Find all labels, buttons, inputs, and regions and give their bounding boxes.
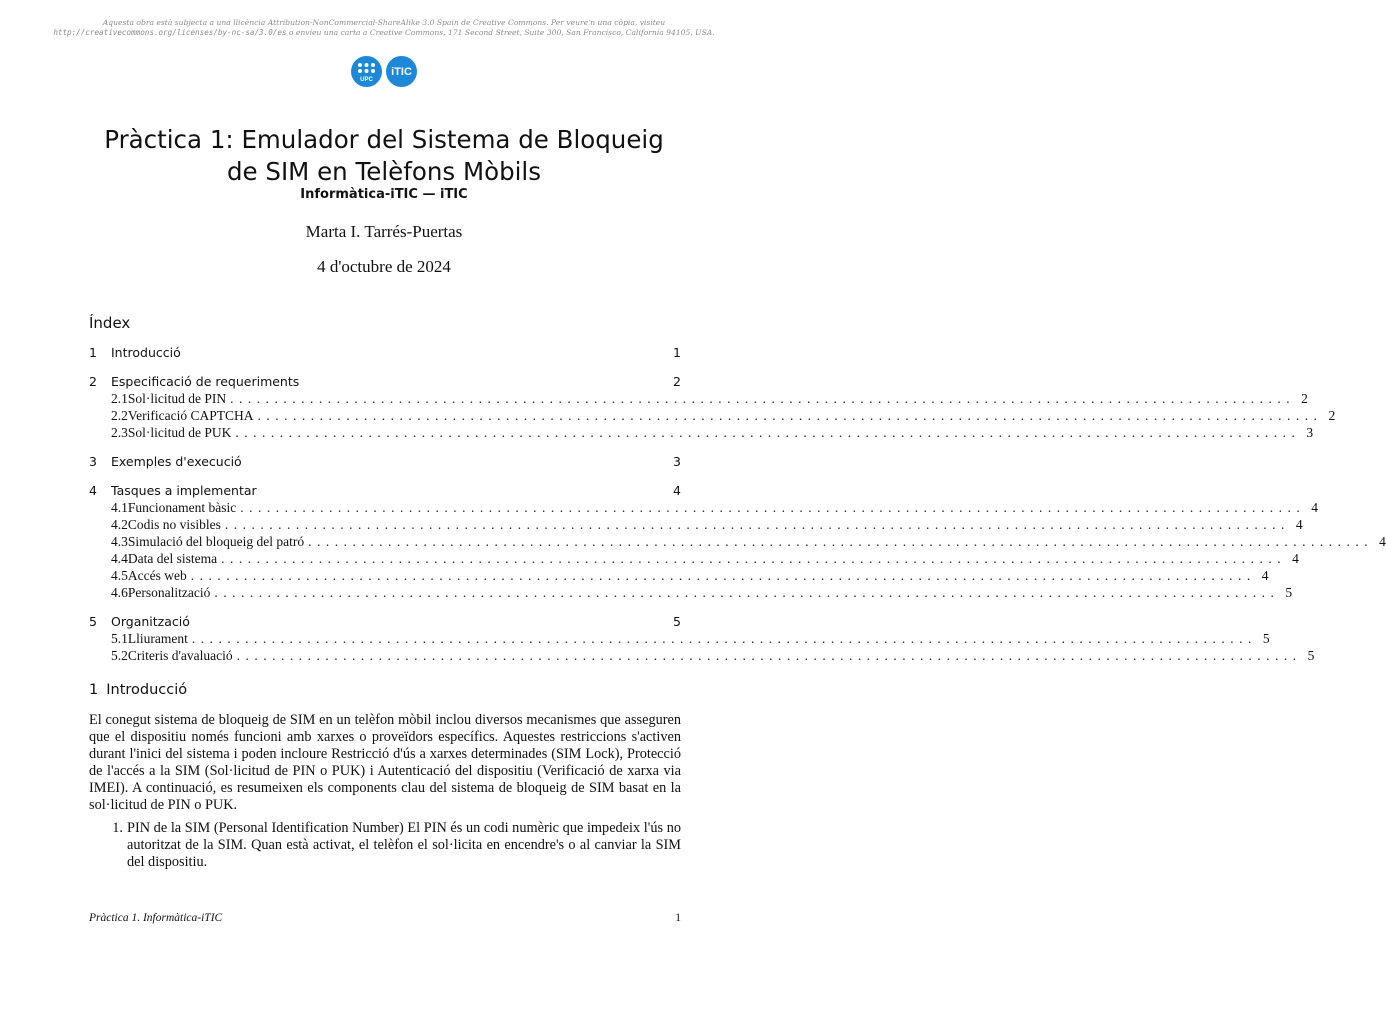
toc-number: 5.2 — [111, 648, 128, 663]
section-heading — [89, 682, 187, 698]
document-subtitle: Informàtica-iTIC — iTIC — [300, 187, 468, 202]
toc-section[interactable] — [89, 374, 681, 391]
date: 4 d'octubre de 2024 — [317, 257, 451, 276]
toc-section[interactable] — [89, 483, 681, 500]
toc-subsection[interactable] — [89, 408, 1336, 425]
toc-label: Tasques a implementar — [111, 483, 257, 498]
toc-label: Exemples d'execució — [111, 454, 242, 469]
toc-section[interactable] — [89, 454, 681, 471]
toc-page: 1 — [673, 345, 681, 360]
toc-page: 4 — [1379, 534, 1386, 549]
toc-number: 4.6 — [111, 585, 128, 600]
license-line-2 — [40, 28, 728, 38]
license-line-1: Aquesta obra està subjecta a una llicència Attribution-NonCommercial-ShareAlike 3.0 Spain de Creative Commons. Per veure'n una còpia, visiteu — [102, 18, 666, 27]
toc-page: 5 — [1262, 631, 1270, 646]
toc-number: 4.2 — [111, 517, 128, 532]
toc-leader: ........................................................................................................................ — [214, 585, 1280, 600]
title-line-2: de SIM en Telèfons Mòbils — [226, 157, 541, 186]
toc-page: 2 — [1301, 391, 1308, 406]
toc-page: 5 — [1285, 585, 1293, 600]
toc-leader: ........................................................................................................................ — [240, 500, 1306, 515]
toc-number: 2.2 — [111, 408, 128, 423]
list-marker: 1. — [112, 820, 123, 836]
toc-subsection[interactable] — [89, 517, 1303, 534]
license-url[interactable]: http://creativecommons.org/licenses/by-nc-sa/3.0/es — [53, 28, 287, 37]
toc-number: 4.5 — [111, 568, 128, 583]
toc-subsection[interactable] — [89, 551, 1299, 568]
intro-paragraph: El conegut sistema de bloqueig de SIM en un telèfon mòbil inclou diversos mecanismes que asseguren que el dispositiu només funcioni amb xarxes o proveïdors específics. Aquestes restriccions s'activen durant l'inici del sistema i poden incloure Restricció d'ús a xarxes determinades (SIM Lock), Protecció de l'accés a la SIM (Sol·licitud de PIN o PUK) i Autenticació del dispositiu (Verificació de xarxa via IMEI). A continuació, es resumeixen els components clau del sistema de bloqueig de SIM basat en la sol·licitud de PIN o PUK. — [89, 712, 681, 813]
document-title — [60, 124, 708, 188]
toc-page: 2 — [1328, 408, 1336, 423]
numbered-list — [89, 820, 681, 871]
license-line-2-rest: o envieu una carta a Creative Commons, 171 Second Street, Suite 300, San Francisco, California 94105, USA. — [288, 28, 715, 37]
toc-number: 5.1 — [111, 631, 128, 646]
toc-number: 4.3 — [111, 534, 128, 549]
author: Marta I. Tarrés-Puertas — [305, 222, 463, 241]
toc-leader: ........................................................................................................................ — [235, 425, 1301, 440]
toc-number: 4.4 — [111, 551, 128, 566]
index-heading: Índex — [89, 314, 131, 332]
toc-page: 4 — [673, 483, 681, 498]
license-notice — [40, 18, 728, 38]
toc-subsection[interactable] — [89, 568, 1269, 585]
toc-page: 2 — [673, 374, 681, 389]
toc-number: 4 — [89, 483, 97, 498]
toc-leader: ........................................................................................................................ — [190, 568, 1256, 583]
toc-number: 1 — [89, 345, 97, 360]
toc-label: Simulació del bloqueig del patró — [127, 534, 305, 549]
institution-logos — [0, 56, 768, 87]
toc-page: 5 — [1307, 648, 1315, 663]
itic-logo-label: iTIC — [391, 65, 412, 78]
upc-logo — [351, 56, 382, 87]
toc-number: 3 — [89, 454, 97, 469]
toc-number: 5 — [89, 614, 97, 629]
toc-label: Sol·licitud de PIN — [127, 391, 227, 406]
section-title: Introducció — [106, 682, 188, 698]
toc-page: 4 — [1261, 568, 1269, 583]
list-item — [89, 820, 681, 871]
toc-page: 4 — [1311, 500, 1318, 515]
toc-subsection[interactable] — [89, 631, 1270, 648]
toc-page: 4 — [1292, 551, 1299, 566]
toc-label: Criteris d'avaluació — [127, 648, 233, 663]
page-number: 1 — [675, 912, 681, 924]
toc-subsection[interactable] — [89, 534, 1386, 551]
toc-label: Especificació de requeriments — [111, 374, 300, 389]
footer-title: Pràctica 1. Informàtica-iTIC — [89, 912, 223, 924]
toc-leader: ........................................................................................................................ — [257, 408, 1323, 423]
upc-logo-label: UPC — [360, 77, 373, 83]
toc-label: Data del sistema — [127, 551, 218, 566]
itic-logo — [386, 56, 417, 87]
toc-page: 3 — [1306, 425, 1314, 440]
toc-leader: ........................................................................................................................ — [236, 648, 1302, 663]
toc-label: Codis no visibles — [127, 517, 221, 532]
toc-subsection[interactable] — [89, 648, 1315, 665]
toc-label: Verificació CAPTCHA — [127, 408, 254, 423]
toc-section[interactable] — [89, 614, 681, 631]
toc-label: Personalització — [127, 585, 211, 600]
toc-leader: ........................................................................................................................ — [224, 517, 1290, 532]
toc-subsection[interactable] — [89, 425, 1314, 442]
toc-number: 2.3 — [111, 425, 128, 440]
toc-subsection[interactable] — [89, 500, 1318, 517]
section-number: 1 — [89, 682, 99, 698]
toc-leader: ........................................................................................................................ — [221, 551, 1287, 566]
toc-number: 4.1 — [111, 500, 128, 515]
toc-label: Sol·licitud de PUK — [127, 425, 232, 440]
toc-label: Accés web — [127, 568, 187, 583]
toc-leader: ........................................................................................................................ — [191, 631, 1257, 646]
toc-page: 3 — [673, 454, 681, 469]
toc-page: 5 — [673, 614, 681, 629]
upc-dots-icon — [357, 62, 376, 75]
toc-label: Introducció — [111, 345, 181, 360]
toc-number: 2.1 — [111, 391, 128, 406]
toc-subsection[interactable] — [89, 391, 1308, 408]
page-footer — [89, 912, 681, 924]
toc-label: Organització — [111, 614, 190, 629]
title-line-1: Pràctica 1: Emulador del Sistema de Bloqueig — [104, 125, 664, 154]
toc-section[interactable] — [89, 345, 681, 362]
table-of-contents — [89, 345, 1386, 665]
toc-leader: ........................................................................................................................ — [308, 534, 1374, 549]
toc-label: Lliurament — [127, 631, 188, 646]
toc-number: 2 — [89, 374, 97, 389]
toc-subsection[interactable] — [89, 585, 1293, 602]
toc-page: 4 — [1295, 517, 1303, 532]
toc-label: Funcionament bàsic — [127, 500, 237, 515]
list-text: PIN de la SIM (Personal Identification Number) El PIN és un codi numèric que impedeix l'ús no autoritzat de la SIM. Quan està activat, el telèfon el sol·licita en encendre's o al canviar la SIM del dispositiu. — [127, 820, 681, 870]
toc-leader: ........................................................................................................................ — [230, 391, 1296, 406]
